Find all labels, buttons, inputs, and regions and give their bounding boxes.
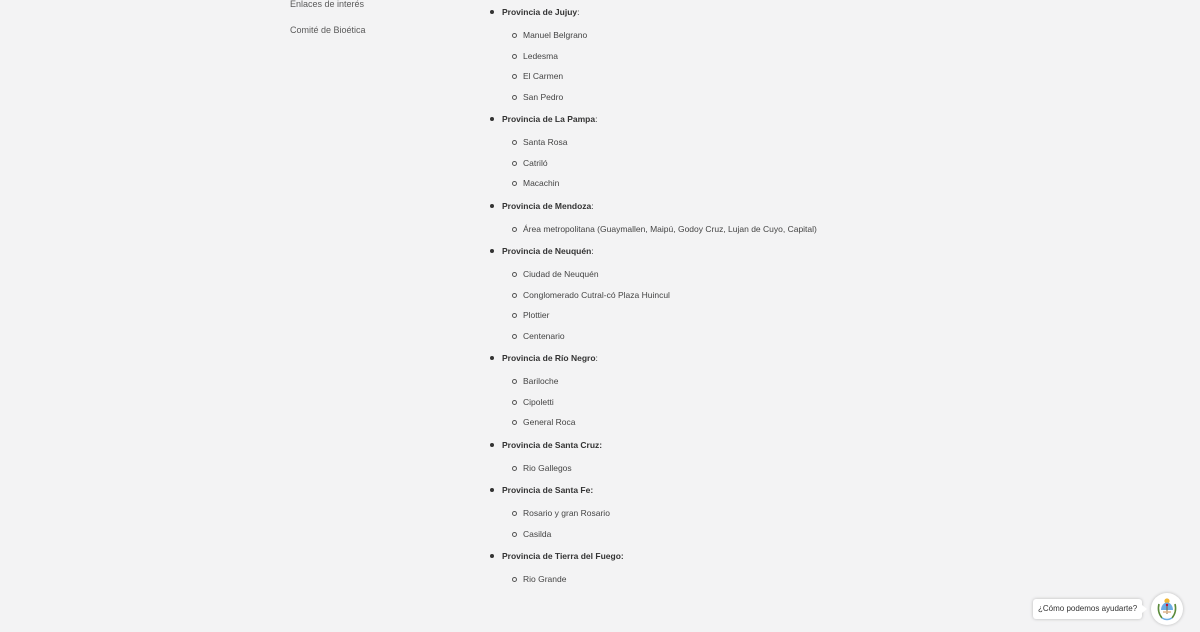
province-name: Provincia de Santa Cruz: (502, 439, 603, 450)
circle-bullet (512, 420, 517, 425)
city-name: El Carmen (523, 71, 564, 81)
circle-bullet (512, 95, 517, 100)
circle-bullet (512, 227, 517, 232)
city-name: Manuel Belgrano (523, 30, 588, 40)
city-name: San Pedro (523, 91, 564, 102)
circle-bullet (512, 33, 517, 38)
province-title (502, 544, 1050, 569)
city-item (502, 132, 1050, 153)
circle-bullet (512, 379, 517, 384)
city-name: Centenario (523, 330, 565, 341)
help-chat-button[interactable] (1151, 593, 1183, 625)
city-item (502, 305, 1050, 326)
circle-bullet (512, 54, 517, 59)
province-title (502, 346, 1050, 371)
circle-bullet (512, 532, 517, 537)
city-item (502, 153, 1050, 174)
city-item (502, 392, 1050, 413)
bullet-dot (490, 204, 494, 208)
province-suffix: : (595, 353, 598, 363)
city-name: Santa Rosa (523, 137, 568, 147)
city-list (502, 458, 1050, 479)
bullet-dot (490, 554, 494, 558)
province-suffix: : (591, 246, 594, 256)
city-name: Ciudad de Neuquén (523, 269, 599, 279)
province-name: Provincia de Río Negro (502, 353, 596, 363)
help-chat-prompt[interactable]: ¿Cómo podemos ayudarte? (1033, 599, 1142, 619)
province-item (490, 107, 1050, 194)
city-list (502, 132, 1050, 194)
city-item (502, 524, 1050, 545)
province-item (490, 346, 1050, 433)
province-name: Provincia de Tierra del Fuego: (502, 551, 624, 561)
city-item (502, 569, 1050, 590)
city-item (502, 458, 1050, 479)
city-item (502, 285, 1050, 306)
sidebar-item-enlaces-de-interes[interactable]: Enlaces de interés (290, 0, 365, 9)
circle-bullet (512, 400, 517, 405)
city-name: General Roca (523, 417, 576, 427)
province-name: Provincia de Neuquén (502, 246, 592, 256)
city-name: Bariloche (523, 376, 559, 386)
circle-bullet (512, 74, 517, 79)
province-item (490, 544, 1050, 590)
bullet-dot (490, 249, 494, 253)
province-title (502, 194, 1050, 219)
city-name: Cipoletti (523, 396, 554, 407)
bullet-dot (490, 443, 494, 447)
province-suffix: : (595, 114, 598, 124)
sidebar-item-comite-de-bioetica[interactable]: Comité de Bioética (290, 25, 366, 35)
province-name: Provincia de Mendoza (502, 200, 592, 211)
city-name: Rosario y gran Rosario (523, 508, 610, 518)
province-suffix: : (577, 7, 580, 17)
city-name: Rio Gallegos (523, 462, 572, 473)
province-title (502, 0, 1050, 25)
argentina-coat-of-arms-icon (1156, 596, 1178, 622)
province-item (490, 478, 1050, 544)
circle-bullet (512, 466, 517, 471)
province-item (490, 433, 1050, 479)
city-list (502, 371, 1050, 433)
circle-bullet (512, 181, 517, 186)
city-item (502, 371, 1050, 392)
province-item (490, 194, 1050, 240)
city-list (502, 503, 1050, 544)
bullet-dot (490, 356, 494, 360)
city-name: Ledesma (523, 50, 558, 61)
city-item (502, 412, 1050, 433)
province-title (502, 239, 1050, 264)
province-item (490, 0, 1050, 107)
main-content (490, 0, 1050, 590)
city-name: Macachin (523, 178, 560, 188)
city-name: Plottier (523, 310, 550, 320)
province-title (502, 107, 1050, 132)
bullet-dot (490, 488, 494, 492)
city-name: Rio Grande (523, 574, 567, 584)
city-item (502, 503, 1050, 524)
province-name: Provincia de Santa Fe: (502, 485, 594, 495)
city-item (502, 326, 1050, 347)
city-name: Conglomerado Cutral-có Plaza Huincul (523, 289, 670, 300)
province-item (490, 239, 1050, 346)
circle-bullet (512, 161, 517, 166)
city-list (502, 25, 1050, 107)
city-name: Área metropolitana (Guaymallen, Maipú, Godoy Cruz, Lujan de Cuyo, Capital) (523, 223, 817, 234)
city-list (502, 219, 1050, 240)
circle-bullet (512, 140, 517, 145)
province-suffix: : (591, 200, 594, 211)
circle-bullet (512, 313, 517, 318)
province-title (502, 433, 1050, 458)
bullet-dot (490, 10, 494, 14)
circle-bullet (512, 272, 517, 277)
city-name: Catriló (523, 157, 548, 168)
city-item (502, 46, 1050, 67)
province-title (502, 478, 1050, 503)
province-name: Provincia de La Pampa (502, 114, 596, 124)
city-item (502, 173, 1050, 194)
city-item (502, 66, 1050, 87)
bullet-dot (490, 117, 494, 121)
city-item (502, 264, 1050, 285)
province-list (490, 0, 1050, 590)
province-name: Provincia de Jujuy (502, 7, 578, 17)
circle-bullet (512, 334, 517, 339)
city-item (502, 87, 1050, 108)
city-item (502, 219, 1050, 240)
circle-bullet (512, 577, 517, 582)
circle-bullet (512, 511, 517, 516)
circle-bullet (512, 293, 517, 298)
city-list (502, 569, 1050, 590)
city-list (502, 264, 1050, 346)
sidebar-nav (290, 0, 460, 50)
city-item (502, 25, 1050, 46)
city-name: Casilda (523, 528, 552, 539)
